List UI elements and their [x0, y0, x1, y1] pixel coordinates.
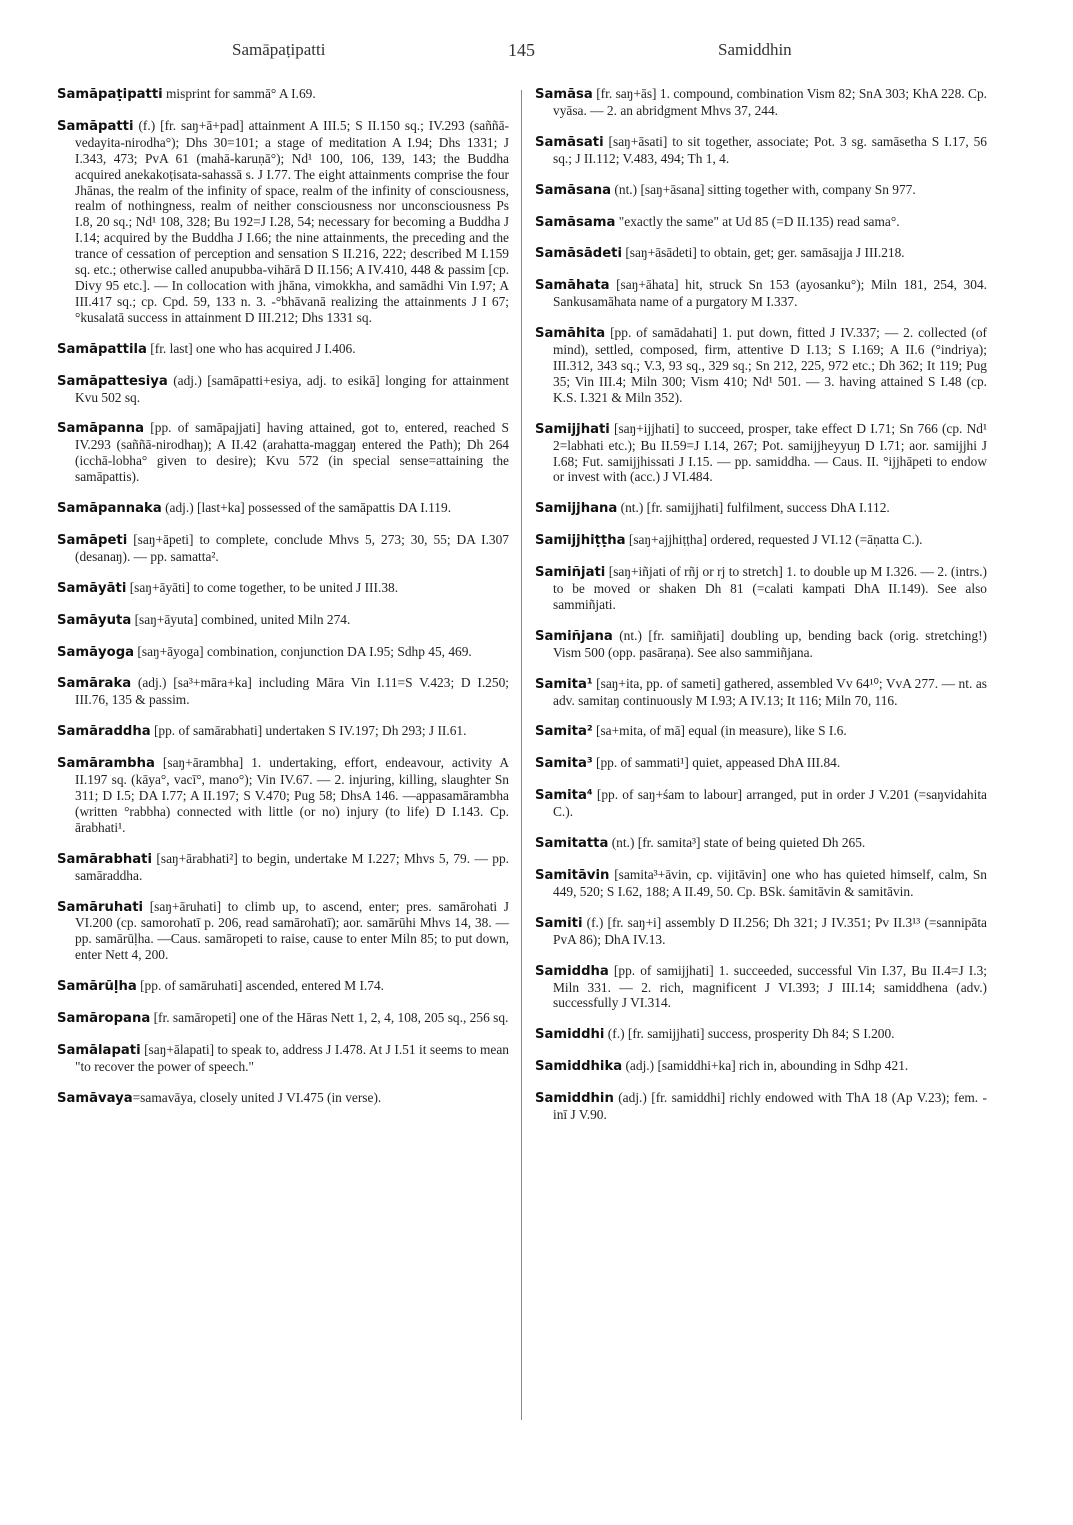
headword: Samitatta: [535, 836, 609, 852]
headword: Samāsādeti: [535, 246, 622, 262]
running-head-right: Samiddhin: [718, 40, 792, 59]
dictionary-entry: [535, 564, 987, 613]
dictionary-entry: [535, 134, 987, 167]
headword: Samāsama: [535, 214, 616, 230]
headword: Samita⁴: [535, 788, 593, 804]
entry-definition: (adj.) [samāpatti+esiya, adj. to esikā] longing for attainment Kvu 502 sq.: [75, 372, 509, 405]
entry-definition: [saŋ+āsādeti] to obtain, get; ger. samāsajja J III.218.: [622, 245, 905, 261]
headword: Samāraddha: [57, 724, 151, 740]
dictionary-entry: [57, 851, 509, 884]
dictionary-entry: [535, 915, 987, 948]
entry-definition: [saŋ+āpeti] to complete, conclude Mhvs 5, 273; 30, 55; DA I.307 (desanaŋ). — pp. samatta².: [75, 531, 509, 564]
dictionary-entry: [57, 1010, 509, 1027]
headword: Samāsati: [535, 134, 604, 150]
entry-definition: [fr. saŋ+ās] 1. compound, combination Vism 82; SnA 303; KhA 228. Cp. vyāsa. — 2. an abridgment Mhvs 37, 244.: [553, 86, 987, 118]
headword: Samāpanna: [57, 421, 145, 437]
dictionary-entry: [57, 978, 509, 995]
dictionary-entry: [535, 500, 987, 517]
dictionary-entry: [535, 867, 987, 900]
dictionary-entry: [57, 86, 509, 103]
entry-definition: [saŋ+āhata] hit, struck Sn 153 (ayosanku°); Miln 181, 254, 304. Sankusamāhata name of a purgatory M I.337.: [553, 277, 987, 310]
headword: Samāhata: [535, 278, 610, 294]
dictionary-entry: [535, 325, 987, 406]
running-head-left: Samāpaṭipatti: [232, 40, 326, 59]
headword: Samita²: [535, 724, 593, 740]
dictionary-entry: [535, 277, 987, 310]
headword: Samijjhana: [535, 501, 618, 517]
entry-definition: [pp. of samārabhati] undertaken S IV.197; Dh 293; J II.61.: [150, 723, 467, 739]
dictionary-entry: [535, 214, 987, 231]
headword: Samārambha: [57, 756, 155, 772]
dictionary-entry: [57, 118, 509, 326]
headword: Samiddhin: [535, 1091, 614, 1107]
dictionary-entry: [535, 1026, 987, 1043]
headword: Samāraka: [57, 676, 132, 692]
entry-definition: (nt.) [saŋ+āsana] sitting together with, company Sn 977.: [611, 181, 916, 197]
page-header: [0, 40, 1073, 70]
dictionary-entry: [57, 580, 509, 597]
headword: Samiddhika: [535, 1059, 623, 1075]
dictionary-entry: [535, 86, 987, 119]
dictionary-entry: [57, 373, 509, 406]
headword: Samita³: [535, 756, 593, 772]
headword: Samāruhati: [57, 899, 144, 915]
headword: Samāpeti: [57, 532, 128, 548]
headword: Samāyoga: [57, 644, 135, 660]
entry-definition: [pp. of samādahati] 1. put down, fitted J IV.337; — 2. collected (of mind), settled, composed, firm, attentive D I.13; S I.169; A II.6 (°indriya); III.312, 343 sq.; V.3, 93 sq., 329 sq.; Sn 212, 225, 972 etc.; Dh 362; It 119; Pug 35; Vin III.4; Miln 300; Vism 410; Nd¹ 501. — 3. having attained S I.48 (cp. K.S. I.321 & Miln 352).: [553, 325, 987, 405]
headword: Samāropana: [57, 1011, 151, 1027]
left-column: [57, 86, 509, 1122]
headword: Samijjhiṭṭha: [535, 533, 626, 549]
entry-definition: [pp. of samāpajjati] having attained, got to, entered, reached S IV.293 (saññā-nirodhaŋ); A II.42 (arahatta-maggaŋ entered the Path); Dh 264 (icchā-lobha° given to desire); Kvu 572 (in special sense=attaining the samāpattis).: [75, 420, 509, 485]
entry-definition: misprint for sammā° A I.69.: [162, 86, 316, 101]
dictionary-entry: [535, 421, 987, 486]
entry-definition: [saŋ+ita, pp. of sameti] gathered, assembled Vv 64¹⁰; VvA 277. — nt. as adv. samitaŋ continuously M I.93; A IV.13; It 116; Miln 70, 116.: [553, 675, 987, 708]
entry-definition: (f.) [fr. saŋ+ā+pad] attainment A III.5; S II.150 sq.; IV.293 (saññā-vedayita-nirodha°); Dhs 30=101; a stage of meditation A I.94; Dhs 1331; J I.343, 473; PvA 61 (mahā-karuṇā°); Nd¹ 100, 106, 139, 143; the Buddha acquired anekakoṭisata-sahassā s. J I.77. The eight attainments comprise the four Jhānas, the realm of the infinity of space, realm of the infinity of consciousness, realm of nothingness, realm of neither consciousness nor unconsciousness Ps I.8, 20 sq.; Nd¹ 108, 328; Bu 192=J I.28, 54; necessary for becoming a Buddha J I.14; acquired by the Buddha J I.66; the nine attainments, the preceding and the trance of cessation of perception and sensation S II.216, 222; described M I.159 sq. etc.; otherwise called anupubba-vihārā D II.156; A IV.410, 448 & passim [cp. Divy 95 etc.]. — In collocation with jhāna, vimokkha, and samādhi Vin I.97; A III.417 sq.; cp. Cpd. 59, 133 n. 3. -°bhāvanā realizing the attainments J I 67; °kusalatā success in attainment D III.212; Dhs 1331 sq.: [75, 117, 509, 325]
entry-definition: (f.) [fr. saŋ+i] assembly D II.256; Dh 321; J IV.351; Pv II.3¹³ (=sannipāta PvA 86); DhA IV.13.: [553, 914, 987, 947]
headword: Samāyuta: [57, 612, 132, 628]
right-column: [535, 86, 987, 1138]
dictionary-entry: [535, 755, 987, 772]
entry-definition: (adj.) [samiddhi+ka] rich in, abounding in Sdhp 421.: [622, 1058, 909, 1074]
dictionary-entry: [57, 420, 509, 485]
entry-definition: (f.) [fr. samijjhati] success, prosperity Dh 84; S I.200.: [604, 1026, 895, 1042]
dictionary-entry: [535, 532, 987, 549]
dictionary-entry: [57, 899, 509, 964]
dictionary-entry: [535, 835, 987, 852]
headword: Samāsa: [535, 87, 593, 102]
entry-definition: [pp. of samāruhati] ascended, entered M I.74.: [136, 978, 385, 994]
headword: Samāsana: [535, 182, 612, 198]
dictionary-entry: [535, 245, 987, 262]
headword: Samārūḷha: [57, 979, 137, 995]
headword: Samiddhi: [535, 1027, 605, 1043]
entry-definition: (adj.) [last+ka] possessed of the samāpattis DA I.119.: [161, 500, 452, 516]
column-divider: [521, 90, 522, 1420]
entry-definition: [saŋ+āruhati] to climb up, to ascend, enter; pres. samārohati J VI.200 (cp. samorohatī p. 206, read samārohatī); aor. samārūhi Mhvs 14, 38. — pp. samārūḷha. —Caus. samāropeti to raise, cause to enter Miln 85; to put down, enter Nett 4, 200.: [75, 898, 509, 963]
page-number: 145: [508, 40, 535, 60]
dictionary-entry: [57, 1090, 509, 1107]
dictionary-entry: [535, 1090, 987, 1123]
dictionary-entry: [57, 532, 509, 565]
entry-definition: [saŋ+iñjati of rñj or rj to stretch] 1. to double up M I.326. — 2. (intrs.) to be moved or shaken Dh 81 (=calati kampati DhA II.149). See also sammiñjati.: [553, 564, 987, 612]
entry-definition: (nt.) [fr. samijjhati] fulfilment, success DhA I.112.: [617, 500, 890, 516]
dictionary-entry: [535, 676, 987, 709]
headword: Samāhita: [535, 326, 606, 342]
entry-definition: [saŋ+āyāti] to come together, to be united J III.38.: [126, 579, 399, 595]
entry-definition: [pp. of saŋ+śam to labour] arranged, put in order J V.201 (=saŋvidahita C.).: [553, 787, 987, 820]
entry-definition: [saŋ+āsati] to sit together, associate; Pot. 3 sg. samāsetha S I.17, 56 sq.; J II.112; V.483, 494; Th 1, 4.: [553, 133, 987, 166]
entry-definition: [fr. samāropeti] one of the Hāras Nett 1, 2, 4, 108, 205 sq., 256 sq.: [150, 1010, 509, 1026]
dictionary-entry: [535, 1058, 987, 1075]
headword: Samāpatti: [57, 118, 134, 134]
entry-definition: "exactly the same" at Ud 85 (=D II.135) read sama°.: [615, 213, 900, 229]
entry-definition: [fr. last] one who has acquired J I.406.: [146, 340, 356, 356]
headword: Samijjhati: [535, 421, 610, 437]
dictionary-entry: [57, 644, 509, 661]
headword: Samita¹: [535, 676, 593, 692]
dictionary-entry: [57, 1042, 509, 1075]
dictionary-entry: [57, 612, 509, 629]
dictionary-entry: [57, 723, 509, 740]
dictionary-entry: [535, 787, 987, 820]
headword: Samitāvin: [535, 868, 610, 883]
headword: Samāyāti: [57, 580, 127, 596]
headword: Samāpannaka: [57, 501, 162, 517]
dictionary-entry: [57, 341, 509, 358]
entry-definition: (adj.) [fr. samiddhi] richly endowed with ThA 18 (Ap V.23); fem. -inī J V.90.: [553, 1090, 987, 1123]
entry-definition: [saŋ+āyuta] combined, united Miln 274.: [131, 611, 351, 627]
headword: Samālapati: [57, 1042, 141, 1058]
entry-definition: [saŋ+āyoga] combination, conjunction DA I.95; Sdhp 45, 469.: [134, 643, 472, 659]
entry-definition: [sa+mita, of mā] equal (in measure), like S I.6.: [592, 723, 847, 739]
entry-definition: [pp. of samijjhati] 1. succeeded, successful Vin I.37, Bu II.4=J I.3; Miln 331. — 2. rich, magnificent J VI.393; J III.14; samiddhena (adv.) successfully J VI.314.: [553, 962, 987, 1011]
entry-definition: [saŋ+ārambha] 1. undertaking, effort, endeavour, activity A II.197 sq. (kāya°, vacī°, mano°); Vin IV.67. — 2. injuring, killing, slaughter Sn 311; D I.5; DA I.77; A II.197; S V.470; Pug 58; DhsA 146. —appasamārambha (written °rabbha) connected with little (or no) injury (to life) D I.143. Cp. ārabhati¹.: [75, 755, 509, 835]
headword: Samāpaṭipatti: [57, 87, 163, 102]
dictionary-entry: [57, 755, 509, 836]
dictionary-entry: [535, 628, 987, 661]
entry-definition: (nt.) [fr. samiñjati] doubling up, bending back (orig. stretching!) Vism 500 (opp. pasāraṇa). See also sammiñjana.: [553, 627, 987, 660]
dictionary-entry: [57, 675, 509, 708]
entry-definition: [pp. of sammati¹] quiet, appeased DhA III.84.: [592, 755, 841, 771]
entry-definition: [saŋ+ālapati] to speak to, address J I.478. At J I.51 it seems to mean "to recover the power of speech.": [75, 1041, 509, 1074]
dictionary-entry: [535, 723, 987, 740]
entry-definition: (nt.) [fr. samita³] state of being quieted Dh 265.: [608, 835, 866, 851]
headword: Samiñjati: [535, 565, 606, 581]
dictionary-entry: [57, 500, 509, 517]
dictionary-entry: [535, 963, 987, 1012]
headword: Samāpattila: [57, 341, 147, 357]
headword: Samiddha: [535, 963, 609, 979]
headword: Samāpattesiya: [57, 373, 168, 389]
headword: Samārabhati: [57, 851, 152, 867]
entry-definition: (adj.) [sa³+māra+ka] including Māra Vin I.11=S V.423; D I.250; III.76, 135 & passim.: [75, 675, 509, 708]
entry-definition: [samita³+āvin, cp. vijitāvin] one who has quieted himself, calm, Sn 449, 520; S I.62, 188; A II.49, 50. Cp. BSk. śamitāvin & samitāvin.: [553, 867, 987, 899]
headword: Samāvaya: [57, 1090, 133, 1106]
entry-definition: [saŋ+ijjhati] to succeed, prosper, take effect D I.71; Sn 766 (cp. Nd¹ 2=labhati etc.); Bu II.59=J I.14, 267; Pot. samijjheyyuŋ D I.71; aor. samijjhi J I.68; Fut. samijjhissati J I.15. — pp. samiddha. — Caus. II. °ijjhāpeti to endow or invest with (acc.) J VI.484.: [553, 420, 987, 485]
headword: Samiti: [535, 915, 583, 931]
entry-definition: [saŋ+ārabhati²] to begin, undertake M I.227; Mhvs 5, 79. — pp. samāraddha.: [75, 850, 509, 883]
entry-definition: =samavāya, closely united J VI.475 (in verse).: [132, 1089, 382, 1105]
dictionary-entry: [535, 182, 987, 199]
headword: Samiñjana: [535, 628, 613, 644]
entry-definition: [saŋ+ajjhiṭṭha] ordered, requested J VI.12 (=āṇatta C.).: [625, 532, 923, 548]
